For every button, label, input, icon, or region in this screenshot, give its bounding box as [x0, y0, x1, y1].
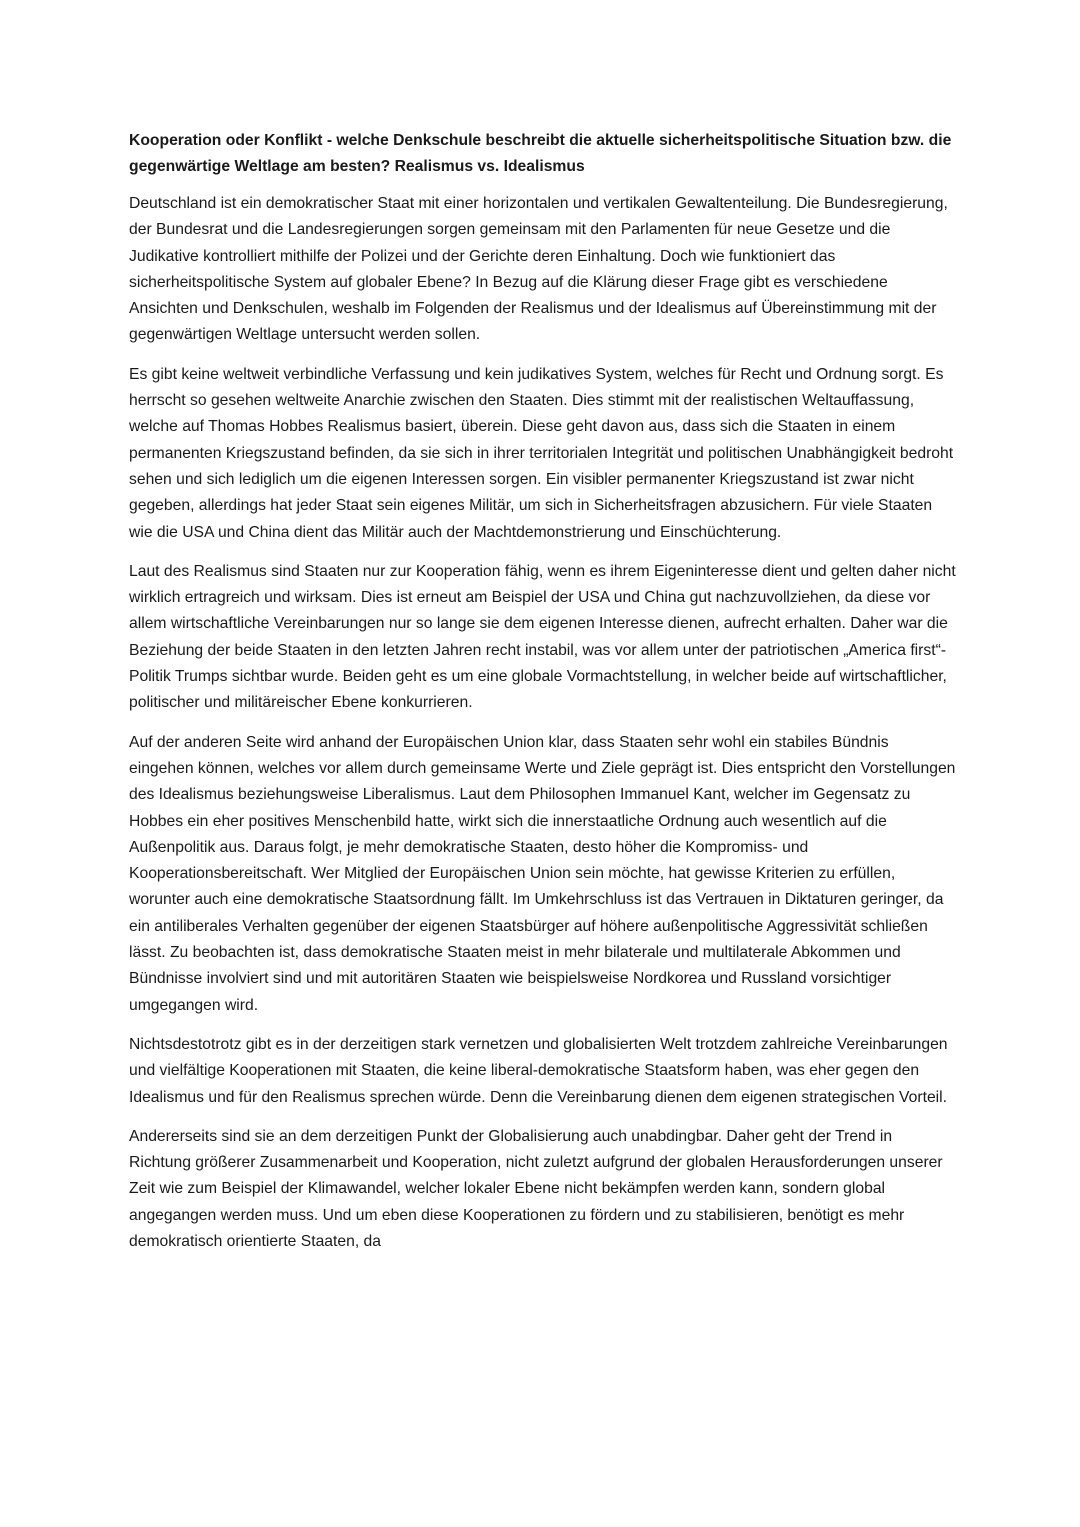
paragraph-nevertheless: Nichtsdestotrotz gibt es in der derzeitigen stark vernetzen und globalisierten Welt trotzdem zahlreiche Vereinbarungen und vielfältige Kooperationen mit Staaten, die keine liberal-demokratische Staatsform haben, was eher gegen den Idealismus und für den Realismus sprechen würde. Denn die Vereinbarung dienen dem eigenen strategischen Vorteil. — [129, 1035, 948, 1106]
document-page — [129, 128, 957, 1268]
paragraph-realism-cooperation: Laut des Realismus sind Staaten nur zur Kooperation fähig, wenn es ihrem Eigeninteresse dient und gelten daher nicht wirklich ertragreich und wirksam. Dies ist erneut am Beispiel der USA und China gut nachzuvollziehen, da diese vor allem wirtschaftliche Vereinbarungen nur so lange sie dem eigenen Interesse dienen, aufrecht erhalten. Daher war die Beziehung der beide Staaten in den letzten Jahren recht instabil, was vor allem unter der patriotischen „America first“-Politik Trumps sichtbar wurde. Beiden geht es um eine globale Vormachtstellung, in welcher beide auf wirtschaftlicher, politischer und militäreischer Ebene konkurrieren. — [129, 562, 956, 712]
paragraph-idealism-eu: Auf der anderen Seite wird anhand der Europäischen Union klar, dass Staaten sehr wohl ein stabiles Bündnis eingehen können, welches vor allem durch gemeinsame Werte und Ziele geprägt ist. Dies entspricht den Vorstellungen des Idealismus beziehungsweise Liberalismus. Laut dem Philosophen Immanuel Kant, welcher im Gegensatz zu Hobbes ein eher positives Menschenbild hatte, wirkt sich die innerstaatliche Ordnung auch wesentlich auf die Außenpolitik aus. Daraus folgt, je mehr demokratische Staaten, desto höher die Kompromiss- und Kooperationsbereitschaft. Wer Mitglied der Europäischen Union sein möchte, hat gewisse Kriterien zu erfüllen, worunter auch eine demokratische Staatsordnung fällt. Im Umkehrschluss ist das Vertrauen in Diktaturen geringer, da ein antiliberales Verhalten gegenüber der eigenen Staatsbürger auf höhere außenpolitische Aggressivität schließen lässt. Zu beobachten ist, dass demokratische Staaten meist in mehr bilaterale und multilaterale Abkommen und Bündnisse involviert sind und mit autoritären Staaten wie beispielsweise Nordkorea und Russland vorsichtiger umgegangen wird. — [129, 733, 956, 1014]
paragraph-anarchy: Es gibt keine weltweit verbindliche Verfassung und kein judikatives System, welches für Recht und Ordnung sorgt. Es herrscht so gesehen weltweite Anarchie zwischen den Staaten. Dies stimmt mit der realistischen Weltauffassung, welche auf Thomas Hobbes Realismus basiert, überein. Diese geht davon aus, dass sich die Staaten in einem permanenten Kriegszustand befinden, da sie sich in ihrer territorialen Integrität und politischen Unabhängigkeit bedroht sehen und sich lediglich um die eigenen Interessen sorgen. Ein visibler permanenter Kriegszustand ist zwar nicht gegeben, allerdings hat jeder Staat sein eigenes Militär, um sich in Sicherheitsfragen abzusichern. Für viele Staaten wie die USA und China dient das Militär auch der Machtdemonstrierung und Einschüchterung. — [129, 365, 954, 541]
document-title: Kooperation oder Konflikt - welche Denkschule beschreibt die aktuelle sicherheitspolitische Situation bzw. die gegenwärtige Weltlage am besten? Realismus vs. Idealismus — [129, 132, 952, 175]
paragraph-intro: Deutschland ist ein demokratischer Staat mit einer horizontalen und vertikalen Gewaltenteilung. Die Bundesregierung, der Bundesrat und die Landesregierungen sorgen gemeinsam mit den Parlamenten für neue Gesetze und die Judikative kontrolliert mithilfe der Polizei und der Gerichte deren Einhaltung. Doch wie funktioniert das sicherheitspolitische System auf globaler Ebene? In Bezug auf die Klärung dieser Frage gibt es verschiedene Ansichten und Denkschulen, weshalb im Folgenden der Realismus und der Idealismus auf Übereinstimmung mit der gegenwärtigen Weltlage untersucht werden sollen. — [129, 195, 948, 344]
paragraph-globalization: Andererseits sind sie an dem derzeitigen Punkt der Globalisierung auch unabdingbar. Daher geht der Trend in Richtung größerer Zusammenarbeit und Kooperation, nicht zuletzt aufgrund der globalen Herausforderungen unserer Zeit wie zum Beispiel der Klimawandel, welcher lokaler Ebene nicht bekämpfen werden kann, sondern global angegangen werden muss. Und um eben diese Kooperationen zu fördern und zu stabilisieren, benötigt es mehr demokratisch orientierte Staaten, da — [129, 1127, 943, 1250]
